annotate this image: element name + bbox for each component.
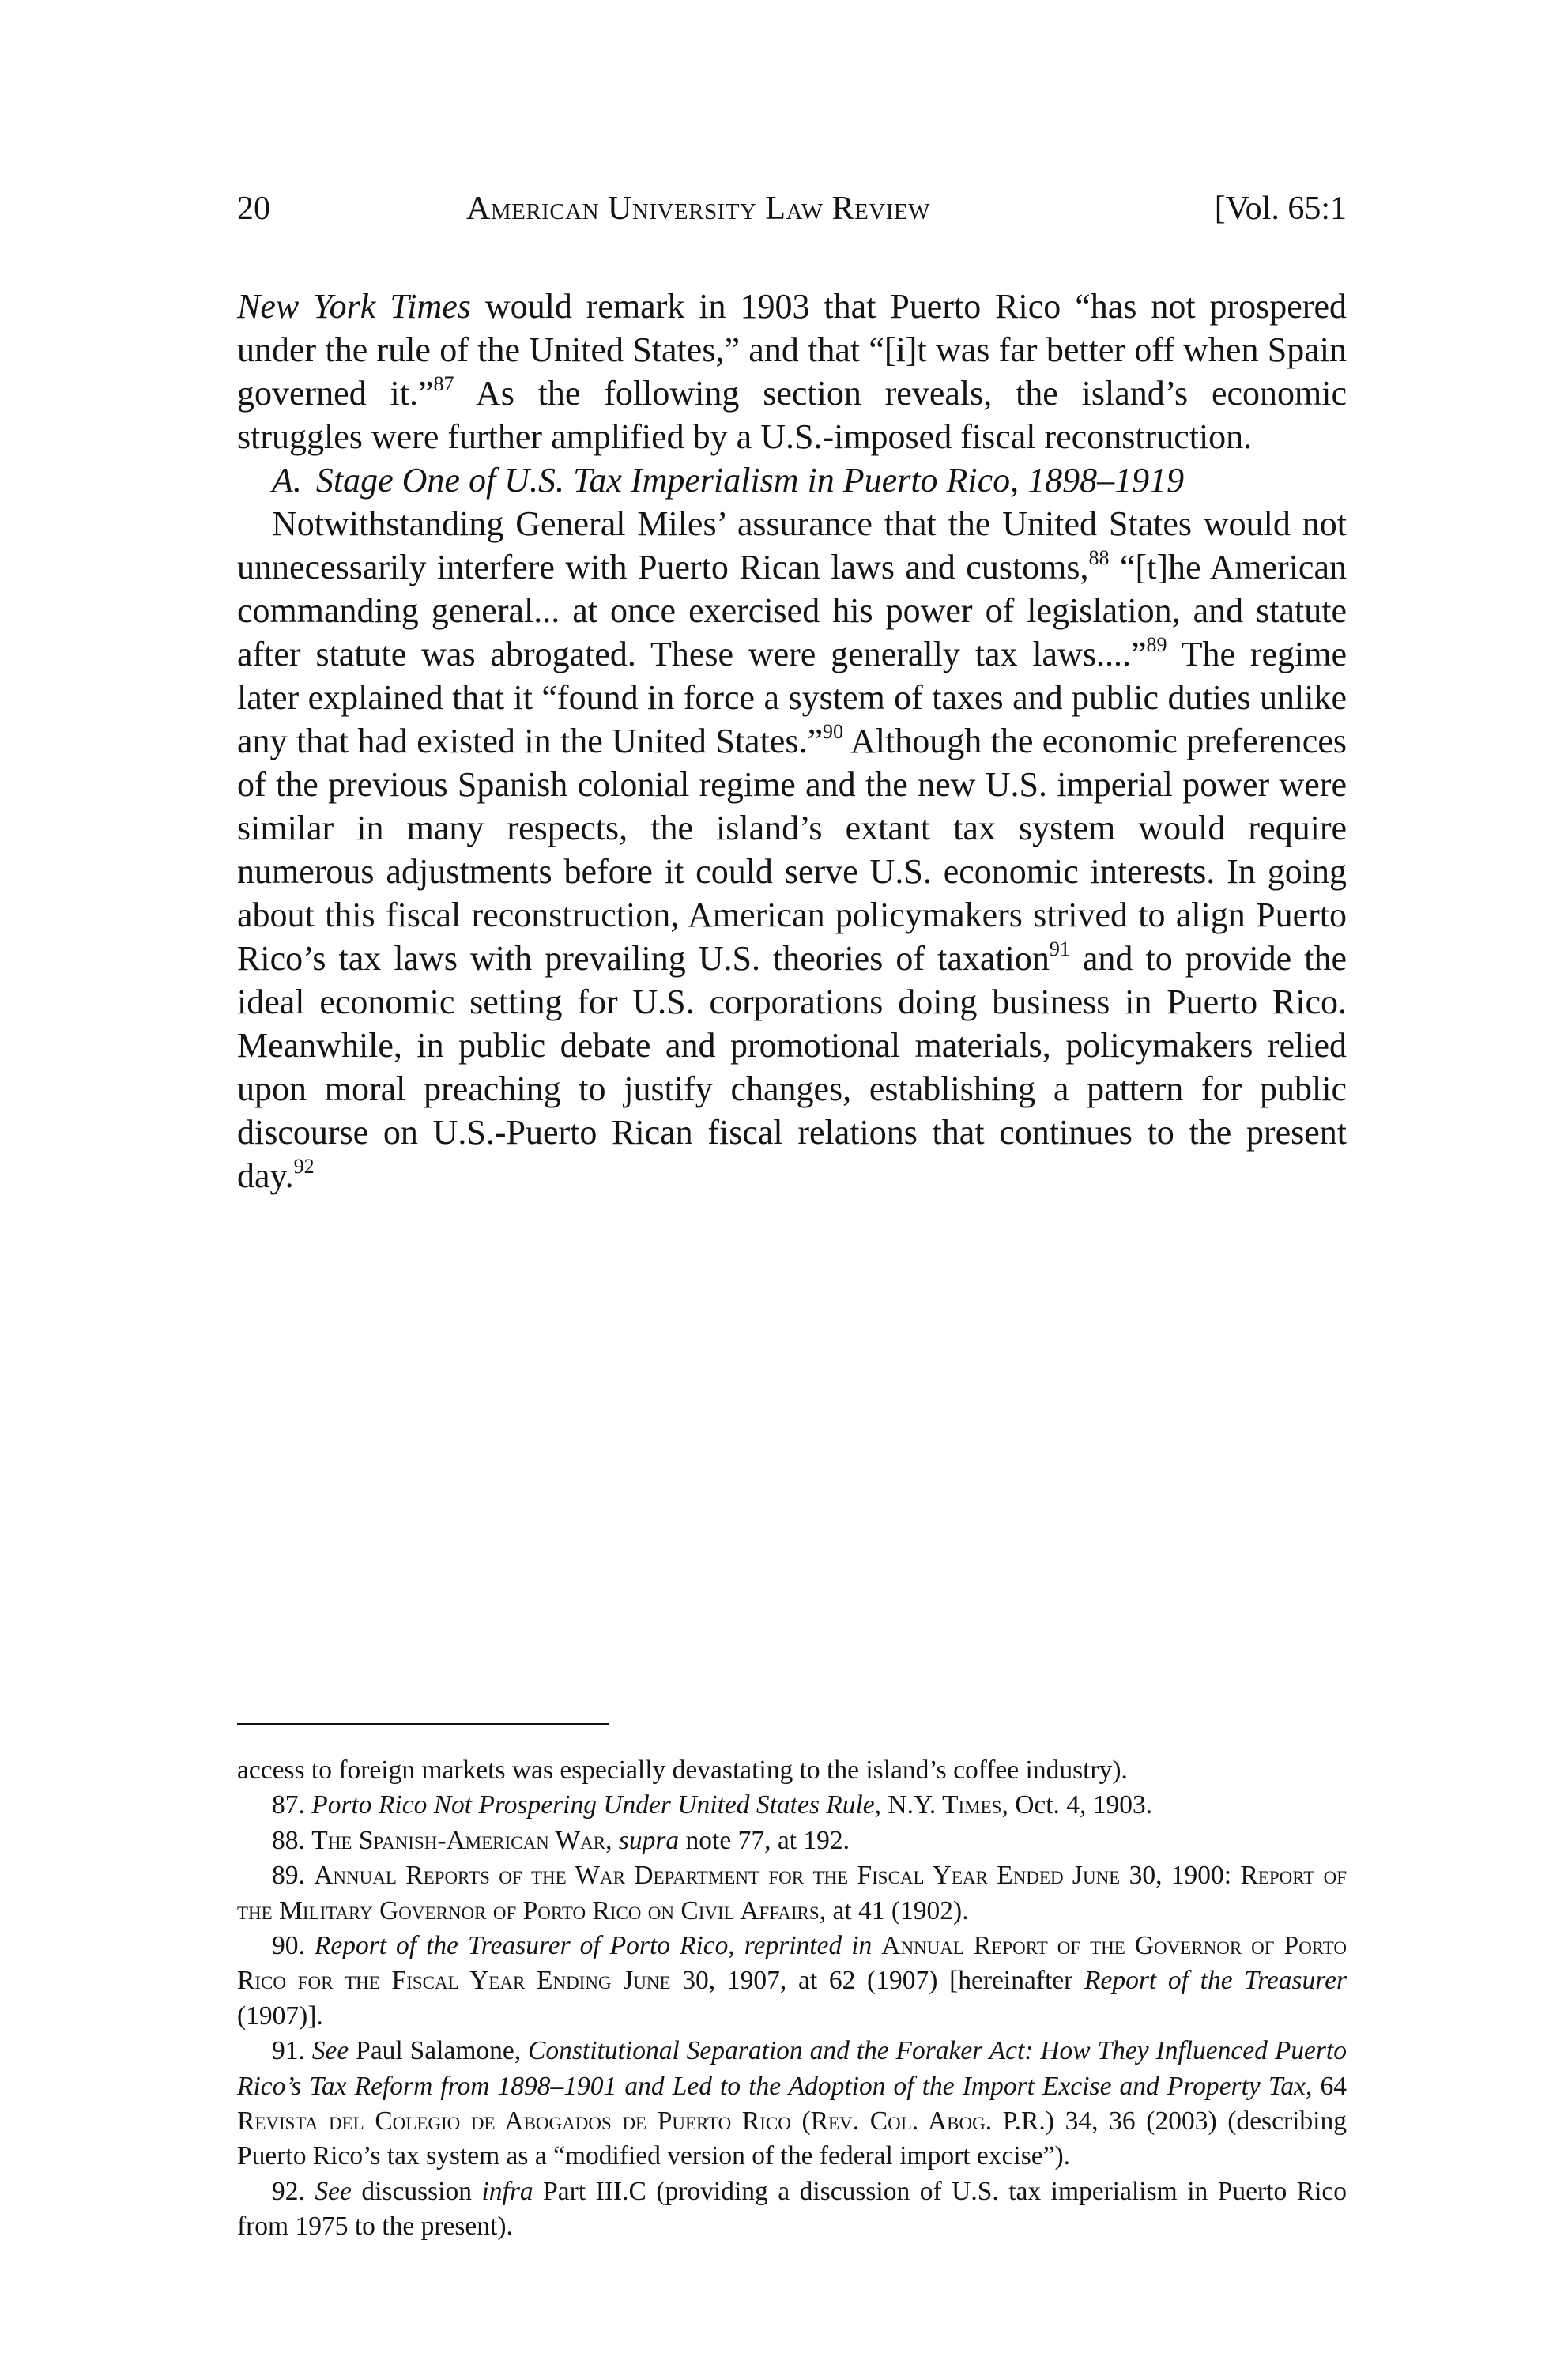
- volume-citation: [Vol. 65:1: [1214, 190, 1347, 227]
- continuation-paragraph: [237, 285, 1347, 458]
- footnote-88: [237, 1823, 1347, 1858]
- signal-word: See: [315, 2176, 352, 2206]
- text-run: ,: [605, 1825, 619, 1855]
- footnote-ref-89[interactable]: 89: [1146, 633, 1167, 657]
- text-run: discussion: [351, 2176, 482, 2206]
- section-title: Stage One of U.S. Tax Imperialism in Puerto Rico, 1898–1919: [315, 461, 1185, 500]
- body-paragraph: [237, 502, 1347, 1197]
- footnote-number: 88.: [272, 1825, 305, 1855]
- footnote-ref-90[interactable]: 90: [822, 720, 843, 744]
- text-run: , 64: [1306, 2071, 1347, 2101]
- text-run: , at 41 (1902).: [819, 1895, 969, 1925]
- footnote-number: 90.: [272, 1931, 305, 1961]
- article-title: Constitutional Separation and the Foraker Act: How They Influenced Puerto Rico’s Tax Reform from 1898–1901 and Led to the Adoption of the Import Excise and Property Tax: [237, 2036, 1347, 2101]
- text-run: note 77, at 192.: [679, 1825, 850, 1855]
- body-text: [237, 285, 1347, 1197]
- running-header: [237, 183, 1347, 234]
- footnote-ref-92[interactable]: 92: [293, 1155, 315, 1179]
- footnote-number: 92.: [272, 2176, 305, 2206]
- source-name: Annual Report of the Governor of Porto Rico for the Fiscal Year Ending June 30, 1907: [237, 1931, 1348, 1996]
- footnote-carryover: access to foreign markets was especially devastating to the island’s coffee industry).: [237, 1756, 1128, 1785]
- signal-word: reprinted in: [744, 1931, 873, 1961]
- short-title: Report of the Treasurer: [1084, 1966, 1347, 1996]
- signal-word: infra: [481, 2176, 533, 2206]
- text-run: As the following section reveals, the island’s economic struggles were further amplified by a U.S.-imposed fiscal reconstruction.: [237, 374, 1347, 456]
- section-heading: [237, 458, 1347, 502]
- footnote-ref-88[interactable]: 88: [1088, 546, 1110, 570]
- text-run: (1907)].: [237, 2001, 323, 2031]
- footnote-number: 89.: [272, 1861, 305, 1891]
- footnote-87: [237, 1788, 1347, 1823]
- footnote-89: [237, 1858, 1347, 1929]
- signal-word: supra: [618, 1825, 680, 1855]
- footnote-divider: [237, 1723, 609, 1725]
- footnote-90: [237, 1929, 1347, 2034]
- page-number: 20: [237, 190, 270, 227]
- article-title: Porto Rico Not Prospering Under United States Rule: [311, 1790, 875, 1820]
- source-name: Revista del Colegio de Abogados de Puerto Rico (Rev. Col. Abog. P.R.): [237, 2106, 1054, 2137]
- source-name: Annual Reports of the War Department for the Fiscal Year Ended June 30, 1900: Report of the Military Governor of Porto Rico on Civil Affairs: [237, 1861, 1348, 1925]
- footnote-ref-91[interactable]: 91: [1049, 937, 1070, 961]
- text-run: and to provide the ideal economic setting for U.S. corporations doing business in Puerto Rico. Meanwhile, in public debate and promotional materials, policymakers relied upon moral preaching to justify changes, establishing a pattern for public discourse on U.S.-Puerto Rican fiscal relations that continues to the present day.: [237, 939, 1347, 1195]
- text-run: would remark in 1903 that Puerto Rico “has not prospered under the rule of the United States,” and that “[i]t was far better off when Spain governed it.”: [237, 287, 1347, 413]
- footnote-92: [237, 2174, 1347, 2245]
- text-run: Notwithstanding General Miles’ assurance that the United States would not unnecessarily interfere with Puerto Rican laws and customs,: [237, 504, 1347, 586]
- text-run: [872, 1931, 881, 1960]
- article-title: Report of the Treasurer of Porto Rico: [314, 1931, 729, 1961]
- footnote-number: 91.: [272, 2036, 305, 2066]
- text-run: The regime later explained that it “found in force a system of taxes and public duties unlike any that had existed in the United States.”: [237, 635, 1347, 760]
- signal-word: See: [311, 2036, 349, 2066]
- text-run: 34, 36 (2003) (describing Puerto Rico’s tax system as a “modified version of the federal import excise”).: [237, 2106, 1347, 2171]
- text-run: , at 62 (1907) [hereinafter: [779, 1966, 1085, 1996]
- text-run: Part III.C (providing a discussion of U.S. tax imperialism in Puerto Rico from 1975 to the present).: [237, 2176, 1347, 2242]
- newspaper-title: New York Times: [237, 287, 471, 326]
- footnote-number: 87.: [272, 1790, 305, 1820]
- footnote-ref-87[interactable]: 87: [433, 372, 454, 396]
- text-run: ,: [728, 1931, 744, 1961]
- source-name: N.Y. Times: [888, 1790, 1002, 1820]
- source-name: The Spanish-American War: [311, 1825, 606, 1855]
- footnotes-section: [237, 1753, 1347, 2245]
- section-label: A.: [272, 461, 302, 500]
- text-run: Although the economic preferences of the previous Spanish colonial regime and the new U.S. imperial power were similar in many respects, the island’s extant tax system would require numerous adjustments before it could serve U.S. economic interests. In going about this fiscal reconstruction, American policymakers strived to align Puerto Rico’s tax laws with prevailing U.S. theories of taxation: [237, 722, 1347, 978]
- author-name: Paul Salamone,: [349, 2036, 529, 2066]
- journal-title: American University Law Review: [466, 190, 930, 227]
- text-run: “[t]he American commanding general... at once exercised his power of legislation, and statute after statute was abrogated. These were generally tax laws....”: [237, 548, 1347, 673]
- text-run: , Oct. 4, 1903.: [1001, 1790, 1153, 1820]
- footnote-91: [237, 2034, 1347, 2174]
- text-run: ,: [874, 1790, 888, 1820]
